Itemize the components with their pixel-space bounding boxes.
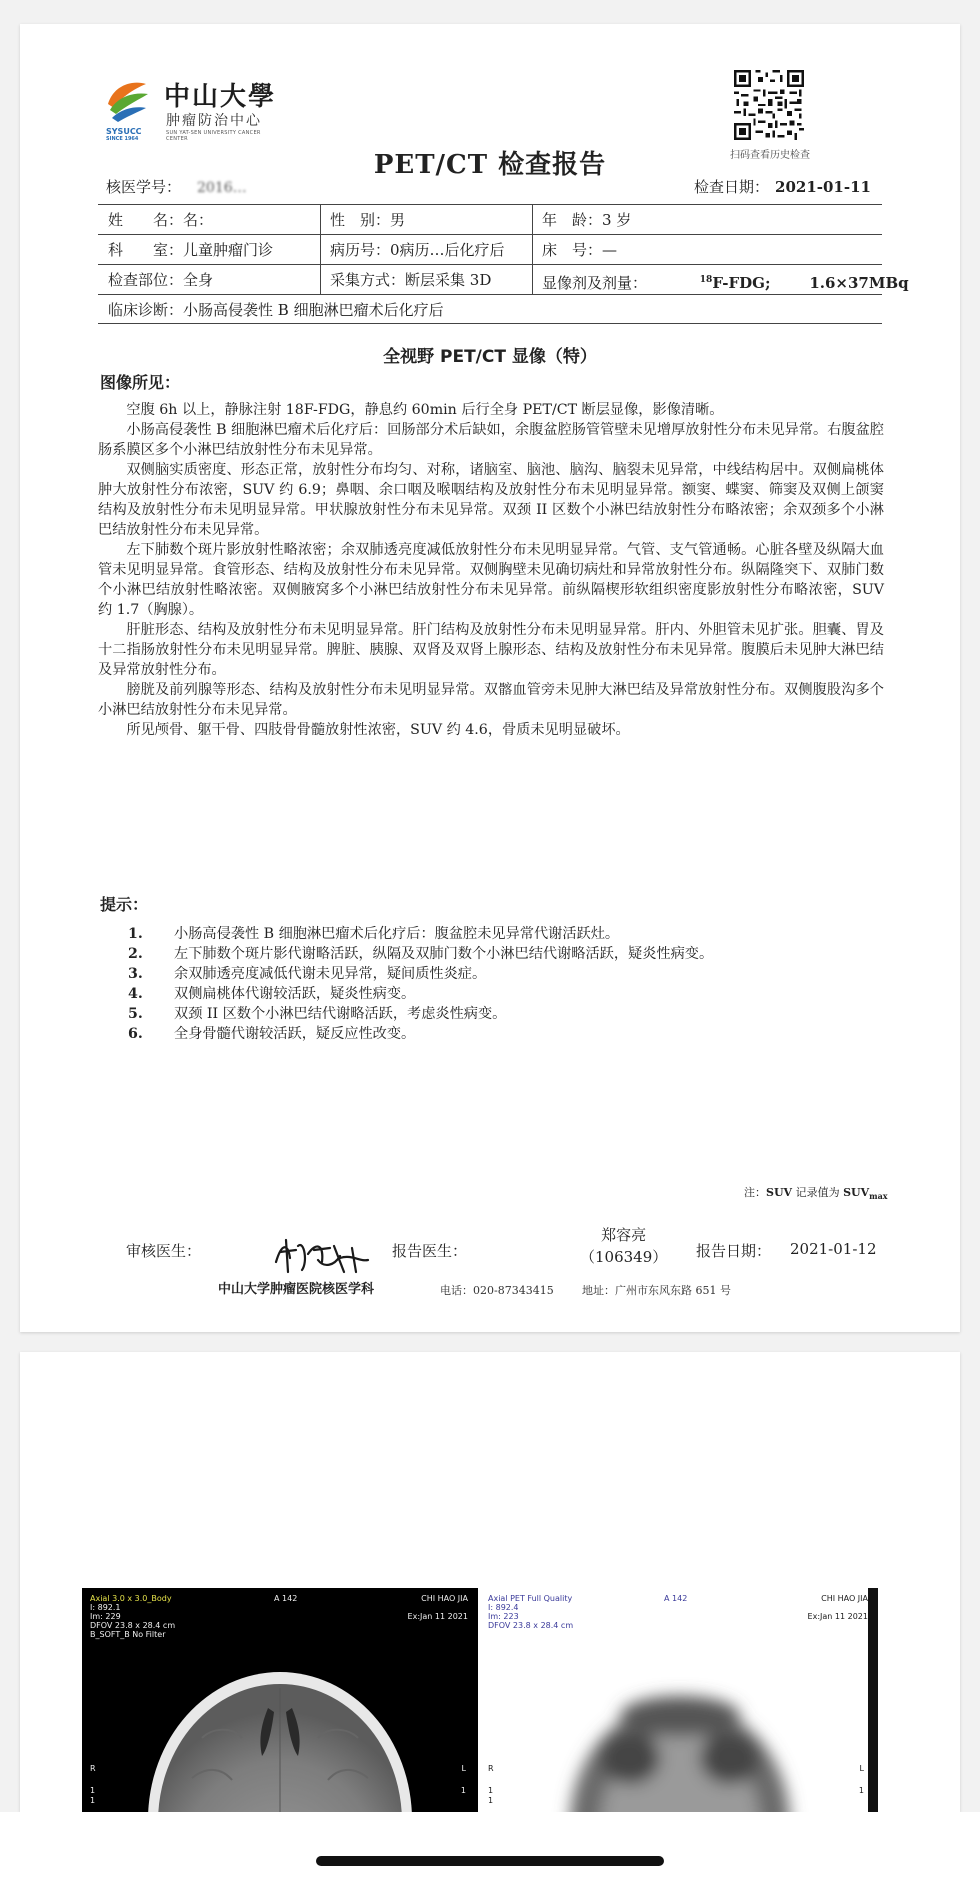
- section-title: 全视野 PET/CT 显像（特）: [383, 347, 597, 367]
- report-page-1: [20, 24, 960, 1332]
- bed-value: —: [602, 241, 618, 259]
- site-value: 全身: [183, 271, 214, 289]
- dose-value: 1.6×37MBq: [809, 274, 909, 292]
- dept-cell: [98, 235, 273, 265]
- diagnosis-label: 临床诊断：: [108, 301, 184, 319]
- agent-label: 显像剂及剂量：: [542, 274, 648, 292]
- handwritten-signature: [268, 1232, 378, 1280]
- hint-item: 4. 双侧扁桃体代谢较活跃，疑炎性病变。: [128, 986, 416, 1002]
- report-doctor-label: 报告医生：: [392, 1242, 468, 1260]
- review-doctor-label: 审核医生：: [126, 1242, 202, 1260]
- ct-side-1: 1: [90, 1786, 96, 1795]
- site-label: 检查部位：: [108, 271, 184, 289]
- qr-caption: 扫码查看历史检查: [730, 150, 810, 161]
- name-cell: [98, 205, 213, 235]
- hints-list: [128, 924, 868, 1044]
- age-cell: [532, 205, 631, 235]
- record-label: 病历号：: [330, 241, 391, 259]
- ct-side-1b: 1: [90, 1796, 96, 1805]
- pet-side-1b: 1: [488, 1796, 494, 1805]
- findings-title: 图像所见：: [100, 373, 181, 392]
- dept-value: 儿童肿瘤门诊: [183, 241, 274, 259]
- info-row-diagnosis: [98, 294, 882, 324]
- exam-date-value: 2021-01-11: [775, 178, 871, 196]
- method-label: 采集方式：: [330, 271, 406, 289]
- finding-paragraph: 左下肺数个斑片影放射性略浓密；余双肺透亮度减低放射性分布未见明显异常。气管、支气管通畅。心脏各壁及纵隔大血管未见明显异常。食管形态、结构及放射性分布未见异常。双侧胸壁未见确切病灶和异常放射性分布。纵隔隆突下、双肺门数个小淋巴结放射性略浓密。双侧腋窝多个小淋巴结放射性分布未见异常。前纵隔楔形软组织密度影放射性分布略浓密，SUV 约 1.7（胸腺）。: [98, 542, 884, 618]
- exam-date: [694, 176, 871, 197]
- agent-cell: [532, 265, 909, 295]
- record-value: 0病历…后化疗后: [390, 241, 505, 259]
- suv-note: 注：SUV 记录值为 $SUV_{max}$: [744, 1186, 888, 1202]
- info-row-name: [98, 204, 882, 234]
- pet-scan-image[interactable]: [480, 1588, 878, 1812]
- nuclear-id-value: 2016…: [197, 180, 247, 196]
- doctor-name: 郑容亮: [601, 1226, 647, 1244]
- pet-exam-date: Ex:Jan 11 2021: [807, 1612, 868, 1621]
- pet-patient-name: CHI HAO JIA: [821, 1594, 868, 1603]
- hint-item: 5. 双颈 II 区数个小淋巴结代谢略活跃，考虑炎性病变。: [128, 1006, 507, 1022]
- name-label: 姓 名：: [108, 211, 184, 229]
- finding-paragraph: 肝脏形态、结构及放射性分布未见明显异常。肝门结构及放射性分布未见明显异常。肝内、外胆管未见扩张。胆囊、胃及十二指肠放射性分布未见明显异常。脾脏、胰腺、双肾及双肾上腺形态、结构及放射性分布未见异常。腹膜后未见肿大淋巴结及异常放射性分布。: [98, 622, 884, 678]
- report-date-value: 2021-01-12: [790, 1240, 877, 1258]
- age-value: 3 岁: [602, 211, 632, 229]
- report-doctor: [580, 1224, 667, 1268]
- logo-name: 中山大學: [164, 82, 277, 112]
- pet-colorbar: [868, 1588, 878, 1812]
- exam-date-label: 检查日期：: [694, 178, 770, 196]
- bed-cell: [532, 235, 617, 265]
- logo-en: SUN YAT-SEN UNIVERSITY CANCER CENTER: [166, 130, 261, 142]
- report-page-2: [20, 1352, 960, 1812]
- qr-code-icon[interactable]: [734, 70, 804, 140]
- method-value: 断层采集 3D: [405, 271, 492, 289]
- finding-paragraph: 双侧脑实质密度、形态正常，放射性分布均匀、对称，诸脑室、脑池、脑沟、脑裂未见异常，中线结构居中。双侧扁桃体肿大放射性分布浓密，SUV 约 6.9；鼻咽、余口咽及喉咽结构及放射性分布未见明显异常。额窦、蝶窦、筛窦及双侧上颌窦结构及放射性分布未见明显异常。甲状腺放射性分布未见异常。双颈 II 区数个小淋巴结放射性分布略浓密；余双颈多个小淋巴结放射性分布未见异常。: [98, 462, 884, 538]
- doctor-id: （106349）: [580, 1248, 668, 1266]
- sex-cell: [320, 205, 405, 235]
- logo-leaf-icon: [104, 74, 150, 126]
- report-title: PET/CT 检查报告: [373, 150, 607, 180]
- diagnosis-cell: [98, 295, 444, 325]
- hint-item: 6. 全身骨髓代谢较活跃，疑反应性改变。: [128, 1026, 416, 1042]
- ct-side-l: L: [461, 1764, 466, 1773]
- hint-item: 1. 小肠高侵袭性 B 细胞淋巴瘤术后化疗后：腹盆腔未见异常代谢活跃灶。: [128, 926, 620, 942]
- pet-overlay-left: Axial PET Full Quality I: 892.4 Im: 223 DFOV 23.8 x 28.4 cm: [488, 1594, 574, 1630]
- record-cell: [320, 235, 505, 265]
- ct-patient-name: CHI HAO JIA: [421, 1594, 468, 1603]
- dept-label: 科 室：: [108, 241, 184, 259]
- age-label: 年 龄：: [542, 211, 603, 229]
- agent-value: $^{18}$F-FDG;: [699, 274, 771, 292]
- ct-orientation: A 142: [274, 1594, 298, 1603]
- ct-exam-date: Ex:Jan 11 2021: [407, 1612, 468, 1621]
- info-row-site: [98, 264, 909, 294]
- footer-addr: 地址：广州市东风东路 651 号: [582, 1284, 731, 1297]
- site-cell: [98, 265, 213, 295]
- finding-paragraph: 膀胱及前列腺等形态、结构及放射性分布未见明显异常。双髂血管旁未见肿大淋巴结及异常放射性分布。双侧腹股沟多个小淋巴结放射性分布未见异常。: [98, 682, 884, 718]
- pet-side-1: 1: [488, 1786, 494, 1795]
- hints-title: 提示：: [100, 895, 149, 914]
- hint-item: 2. 左下肺数个斑片影代谢略活跃，纵隔及双肺门数个小淋巴结代谢略活跃，疑炎性病变。: [128, 946, 714, 962]
- logo-abbr: SYSUCC SINCE 1964: [106, 127, 142, 142]
- sex-label: 性 别：: [330, 211, 391, 229]
- bed-label: 床 号：: [542, 241, 603, 259]
- findings-body: [98, 400, 884, 740]
- home-indicator[interactable]: [316, 1856, 664, 1866]
- name-value: 名：: [183, 211, 214, 229]
- patient-info-table: [98, 204, 909, 324]
- pet-side-r: R: [488, 1764, 494, 1773]
- finding-paragraph: 所见颅骨、躯干骨、四肢骨骨髓放射性浓密，SUV 约 4.6，骨质未见明显破坏。: [126, 722, 630, 738]
- pet-side-l: L: [859, 1764, 864, 1773]
- diagnosis-value: 小肠高侵袭性 B 细胞淋巴瘤术后化疗后: [183, 301, 444, 319]
- method-cell: [320, 265, 491, 295]
- pet-side-1c: 1: [858, 1786, 864, 1795]
- footer-dept: 中山大学肿瘤医院核医学科: [218, 1282, 375, 1297]
- sex-value: 男: [390, 211, 406, 229]
- logo-dept: 肿瘤防治中心: [166, 113, 262, 129]
- ct-side-1c: 1: [460, 1786, 466, 1795]
- screen-bottom-area: [0, 1812, 980, 1894]
- ct-side-r: R: [90, 1764, 96, 1773]
- pet-orientation: A 142: [664, 1594, 688, 1603]
- ct-overlay-left: Axial 3.0 x 3.0_Body I: 892.1 Im: 229 DFOV 23.8 x 28.4 cm B_SOFT_B No Filter: [90, 1594, 176, 1639]
- footer-tel: 电话：020-87343415: [440, 1284, 554, 1297]
- info-row-dept: [98, 234, 882, 264]
- hospital-logo: [104, 74, 284, 154]
- nuclear-id: [106, 176, 247, 197]
- finding-paragraph: 小肠高侵袭性 B 细胞淋巴瘤术后化疗后：回肠部分术后缺如，余腹盆腔肠管管壁未见增厚放射性分布未见异常。右腹盆腔肠系膜区多个小淋巴结放射性分布未见异常。: [98, 422, 884, 458]
- ct-scan-image[interactable]: [82, 1588, 478, 1812]
- finding-paragraph: 空腹 6h 以上，静脉注射 18F-FDG，静息约 60min 后行全身 PET/CT 断层显像，影像清晰。: [126, 402, 724, 418]
- hint-item: 3. 余双肺透亮度减低代谢未见异常，疑间质性炎症。: [128, 966, 487, 982]
- signature-row: [20, 1226, 960, 1272]
- nuclear-id-label: 核医学号：: [106, 178, 182, 196]
- report-date-label: 报告日期：: [696, 1242, 772, 1260]
